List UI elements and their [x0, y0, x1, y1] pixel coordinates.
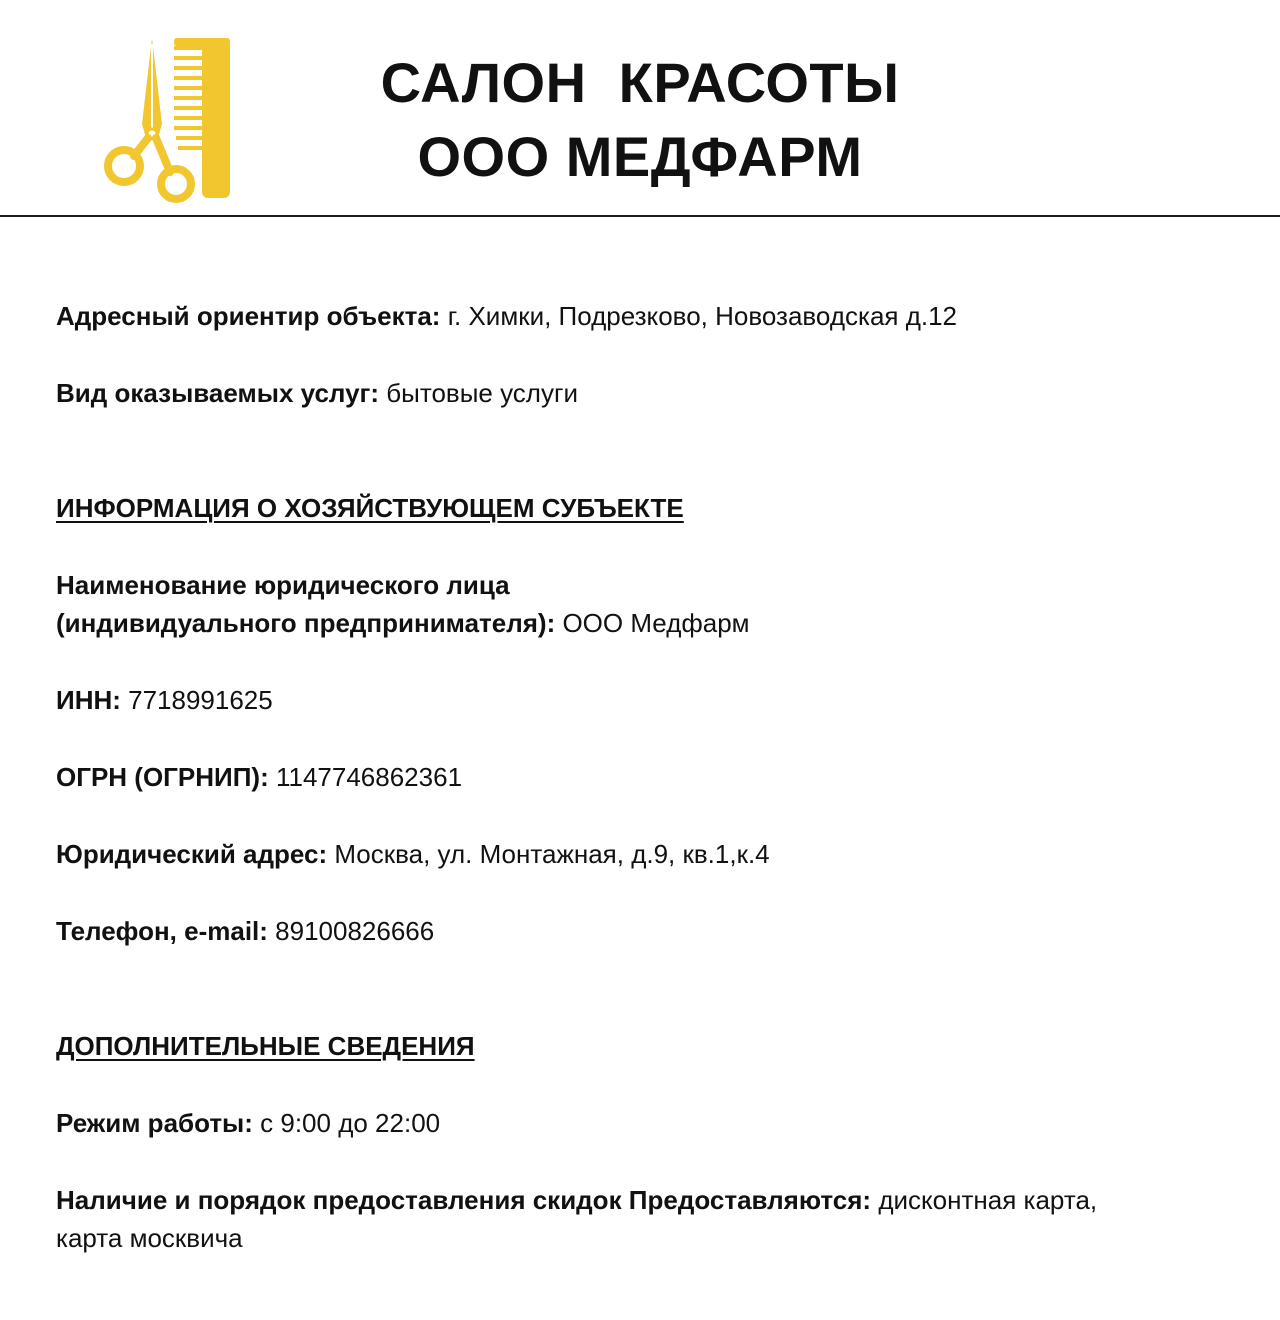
address-label: Адресный ориентир объекта:	[56, 301, 441, 331]
extra-section-heading: ДОПОЛНИТЕЛЬНЫЕ СВЕДЕНИЯ	[56, 1031, 475, 1061]
inn-row	[56, 681, 273, 719]
discounts-value-first: дисконтная карта,	[871, 1185, 1098, 1215]
legal-address-value: Москва, ул. Монтажная, д.9, кв.1,к.4	[327, 839, 770, 869]
discounts-value-second: карта москвича	[56, 1223, 243, 1253]
discounts-row-continued	[56, 1219, 243, 1257]
address-row	[56, 297, 957, 335]
entity-name-row	[56, 604, 750, 642]
entity-section-heading: ИНФОРМАЦИЯ О ХОЗЯЙСТВУЮЩЕМ СУБЪЕКТЕ	[56, 493, 684, 523]
entity-name-label-line1	[56, 566, 510, 604]
address-value: г. Химки, Подрезково, Новозаводская д.12	[440, 301, 958, 331]
ogrn-value: 1147746862361	[268, 762, 463, 792]
legal-address-row	[56, 835, 770, 873]
contact-value: 89100826666	[267, 916, 435, 946]
ogrn-row	[56, 758, 462, 796]
title-line-1: САЛОН КРАСОТЫ	[380, 51, 900, 114]
entity-name-label-second: (индивидуального предпринимателя):	[56, 608, 556, 638]
inn-label: ИНН:	[56, 685, 121, 715]
page-header	[0, 0, 1280, 217]
legal-address-label: Юридический адрес:	[56, 839, 328, 869]
contact-label: Телефон, e-mail:	[56, 916, 268, 946]
salon-title	[290, 46, 990, 194]
services-row	[56, 374, 578, 412]
inn-value: 7718991625	[120, 685, 273, 715]
ogrn-label: ОГРН (ОГРНИП):	[56, 762, 269, 792]
contact-row	[56, 912, 434, 950]
hours-value: с 9:00 до 22:00	[252, 1108, 441, 1138]
scissors-and-comb-icon	[100, 34, 240, 204]
hours-label: Режим работы:	[56, 1108, 253, 1138]
entity-name-value: ООО Медфарм	[555, 608, 750, 638]
hours-row	[56, 1104, 440, 1142]
services-value: бытовые услуги	[379, 378, 578, 408]
title-line-2: ООО МЕДФАРМ	[417, 125, 863, 188]
discounts-label: Наличие и порядок предоставления скидок Предоставляются:	[56, 1185, 872, 1215]
discounts-row	[56, 1181, 1097, 1219]
services-label: Вид оказываемых услуг:	[56, 378, 380, 408]
entity-name-label-first: Наименование юридического лица	[56, 570, 510, 600]
